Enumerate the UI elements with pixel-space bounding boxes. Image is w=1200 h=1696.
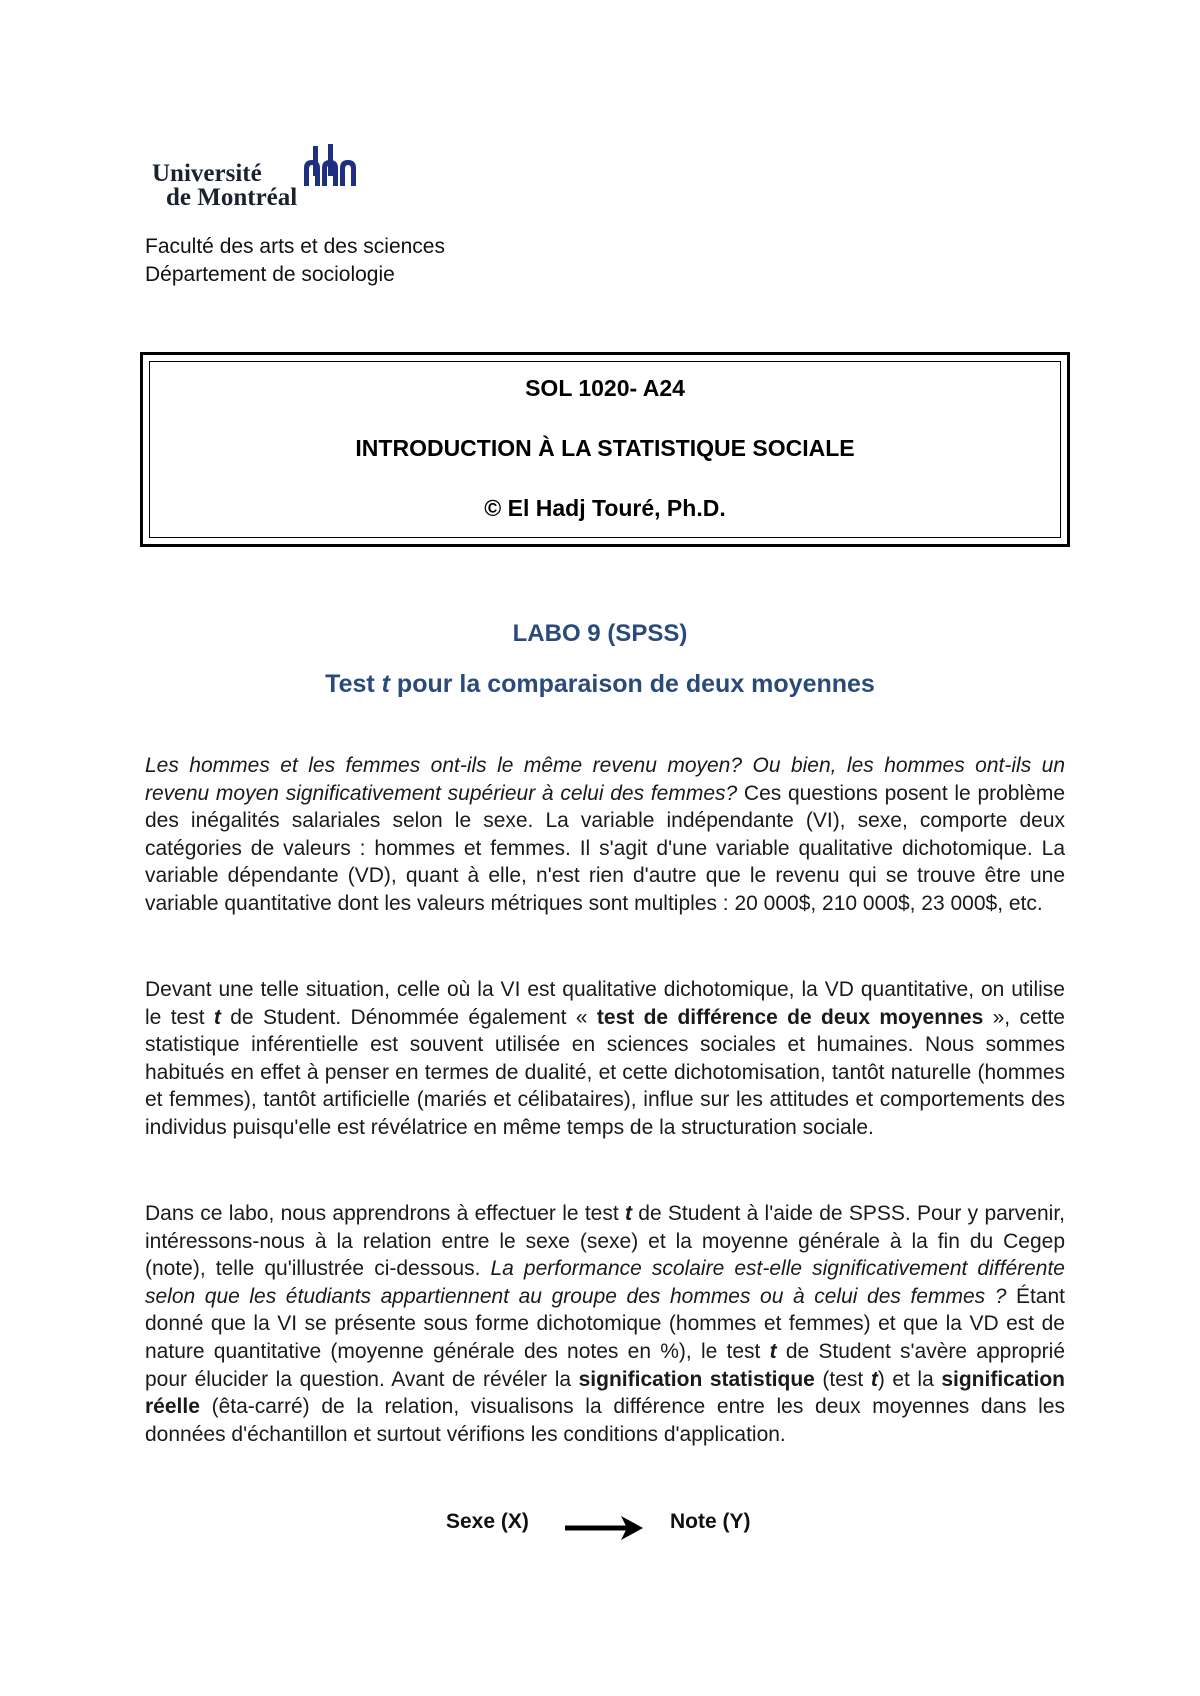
paragraph-3-bold-1: signification statistique <box>578 1367 815 1391</box>
paragraph-2 <box>145 976 1065 1142</box>
paragraph-3-g: (êta-carré) de la relation, visualisons la différence entre les deux moyennes dans les données d'échantillon et surtout vérifions les conditions d'application. <box>145 1395 1065 1446</box>
paragraph-2-t: t <box>213 1005 221 1029</box>
paragraph-1-question: Les hommes et les femmes ont-ils le même revenu moyen? Ou bien, les hommes ont-ils un revenu moyen significativement supérieur à celui des femmes? <box>145 754 1065 805</box>
logo-wordmark <box>152 162 297 210</box>
lab-number: LABO 9 (SPSS) <box>512 620 688 647</box>
paragraph-3 <box>145 1200 1065 1448</box>
logo-line-2: de Montréal <box>166 184 298 211</box>
lab-subtitle-t: t <box>381 670 390 698</box>
paragraph-3-c: Étant donné que la VI se présente sous forme dichotomique (hommes et femmes) et que la VD est de nature quantitative (moyenne générale des notes en %), le test <box>145 1284 1066 1363</box>
course-code: SOL 1020- A24 <box>525 375 685 401</box>
faculty-block <box>145 233 445 289</box>
paragraph-3-d: de Student s'avère approprié pour élucider la question. Avant de révéler la <box>145 1339 1066 1391</box>
lab-subtitle-post: pour la comparaison de deux moyennes <box>389 670 875 698</box>
department-name: Département de sociologie <box>145 263 395 286</box>
paragraph-2-b: de Student. Dénommée également « <box>220 1005 597 1029</box>
lab-subtitle <box>0 670 1200 699</box>
diagram-x-label: Sexe (X) <box>446 1510 529 1533</box>
faculty-name: Faculté des arts et des sciences <box>145 235 445 258</box>
relation-diagram <box>0 1510 1200 1550</box>
paragraph-1-text: Ces questions posent le problème des inégalités salariales selon le sexe. La variable indépendante (VI), sexe, comporte deux catégories de valeurs : hommes et femmes. Il s'agit d'une variable qualitative dichotomique. La variable dépendante (VD), quant à elle, n'est rien d'autre que le revenu qui se trouve être une variable quantitative dont les valeurs métriques sont multiples : 20 000$, 210 000$, 23 000$, etc. <box>145 781 1065 915</box>
paragraph-3-bold-2: signification réelle <box>145 1367 1066 1419</box>
paragraph-2-bold: test de différence de deux moyennes <box>596 1005 984 1029</box>
paragraph-2-c: », cette statistique inférentielle est souvent utilisée en sciences sociales et humaines. Nous sommes habitués en effet à penser en termes de dualité, et cette dichotomisation, tantôt naturelle (hommes et femmes), tantôt artificielle (mariés et célibataires), influe sur les attitudes et comportements des individus puisqu'elle est révélatrice en même temps de la structuration sociale. <box>145 1005 1065 1139</box>
paragraph-1 <box>145 752 1065 918</box>
course-title: INTRODUCTION À LA STATISTIQUE SOCIALE <box>355 435 855 461</box>
logo-line-1: Université <box>152 160 262 187</box>
course-title-box-inner <box>149 361 1061 538</box>
paragraph-3-t1: t <box>624 1202 632 1225</box>
university-logo <box>152 140 362 220</box>
paragraph-2-a: Devant une telle situation, celle où la VI est qualitative dichotomique, la VD quantitative, on utilise le test <box>145 978 1065 1029</box>
arrow-right-icon <box>565 1514 645 1542</box>
paragraph-3-b: de Student à l'aide de SPSS. Pour y parvenir, intéressons-nous à la relation entre le sexe (sexe) et la moyenne générale à la fin du Cegep (note), telle qu'illustrée ci-dessous. <box>145 1202 1065 1281</box>
paragraph-3-question: La performance scolaire est-elle significativement différente selon que les étudiants appartiennent au groupe des hommes ou à celui des femmes ? <box>145 1257 1065 1308</box>
course-author: © El Hadj Touré, Ph.D. <box>484 495 726 521</box>
paragraph-3-t3: t <box>870 1367 878 1391</box>
paragraph-3-a: Dans ce labo, nous apprendrons à effectuer le test <box>145 1202 625 1225</box>
paragraph-3-t2: t <box>769 1339 777 1363</box>
diagram-y-label: Note (Y) <box>670 1510 751 1533</box>
lab-subtitle-pre: Test <box>325 670 382 698</box>
course-title-box <box>140 352 1070 547</box>
paragraph-3-f: ) et la <box>877 1367 942 1391</box>
paragraph-3-e: (test <box>814 1367 871 1391</box>
udem-emblem-icon <box>302 144 358 188</box>
